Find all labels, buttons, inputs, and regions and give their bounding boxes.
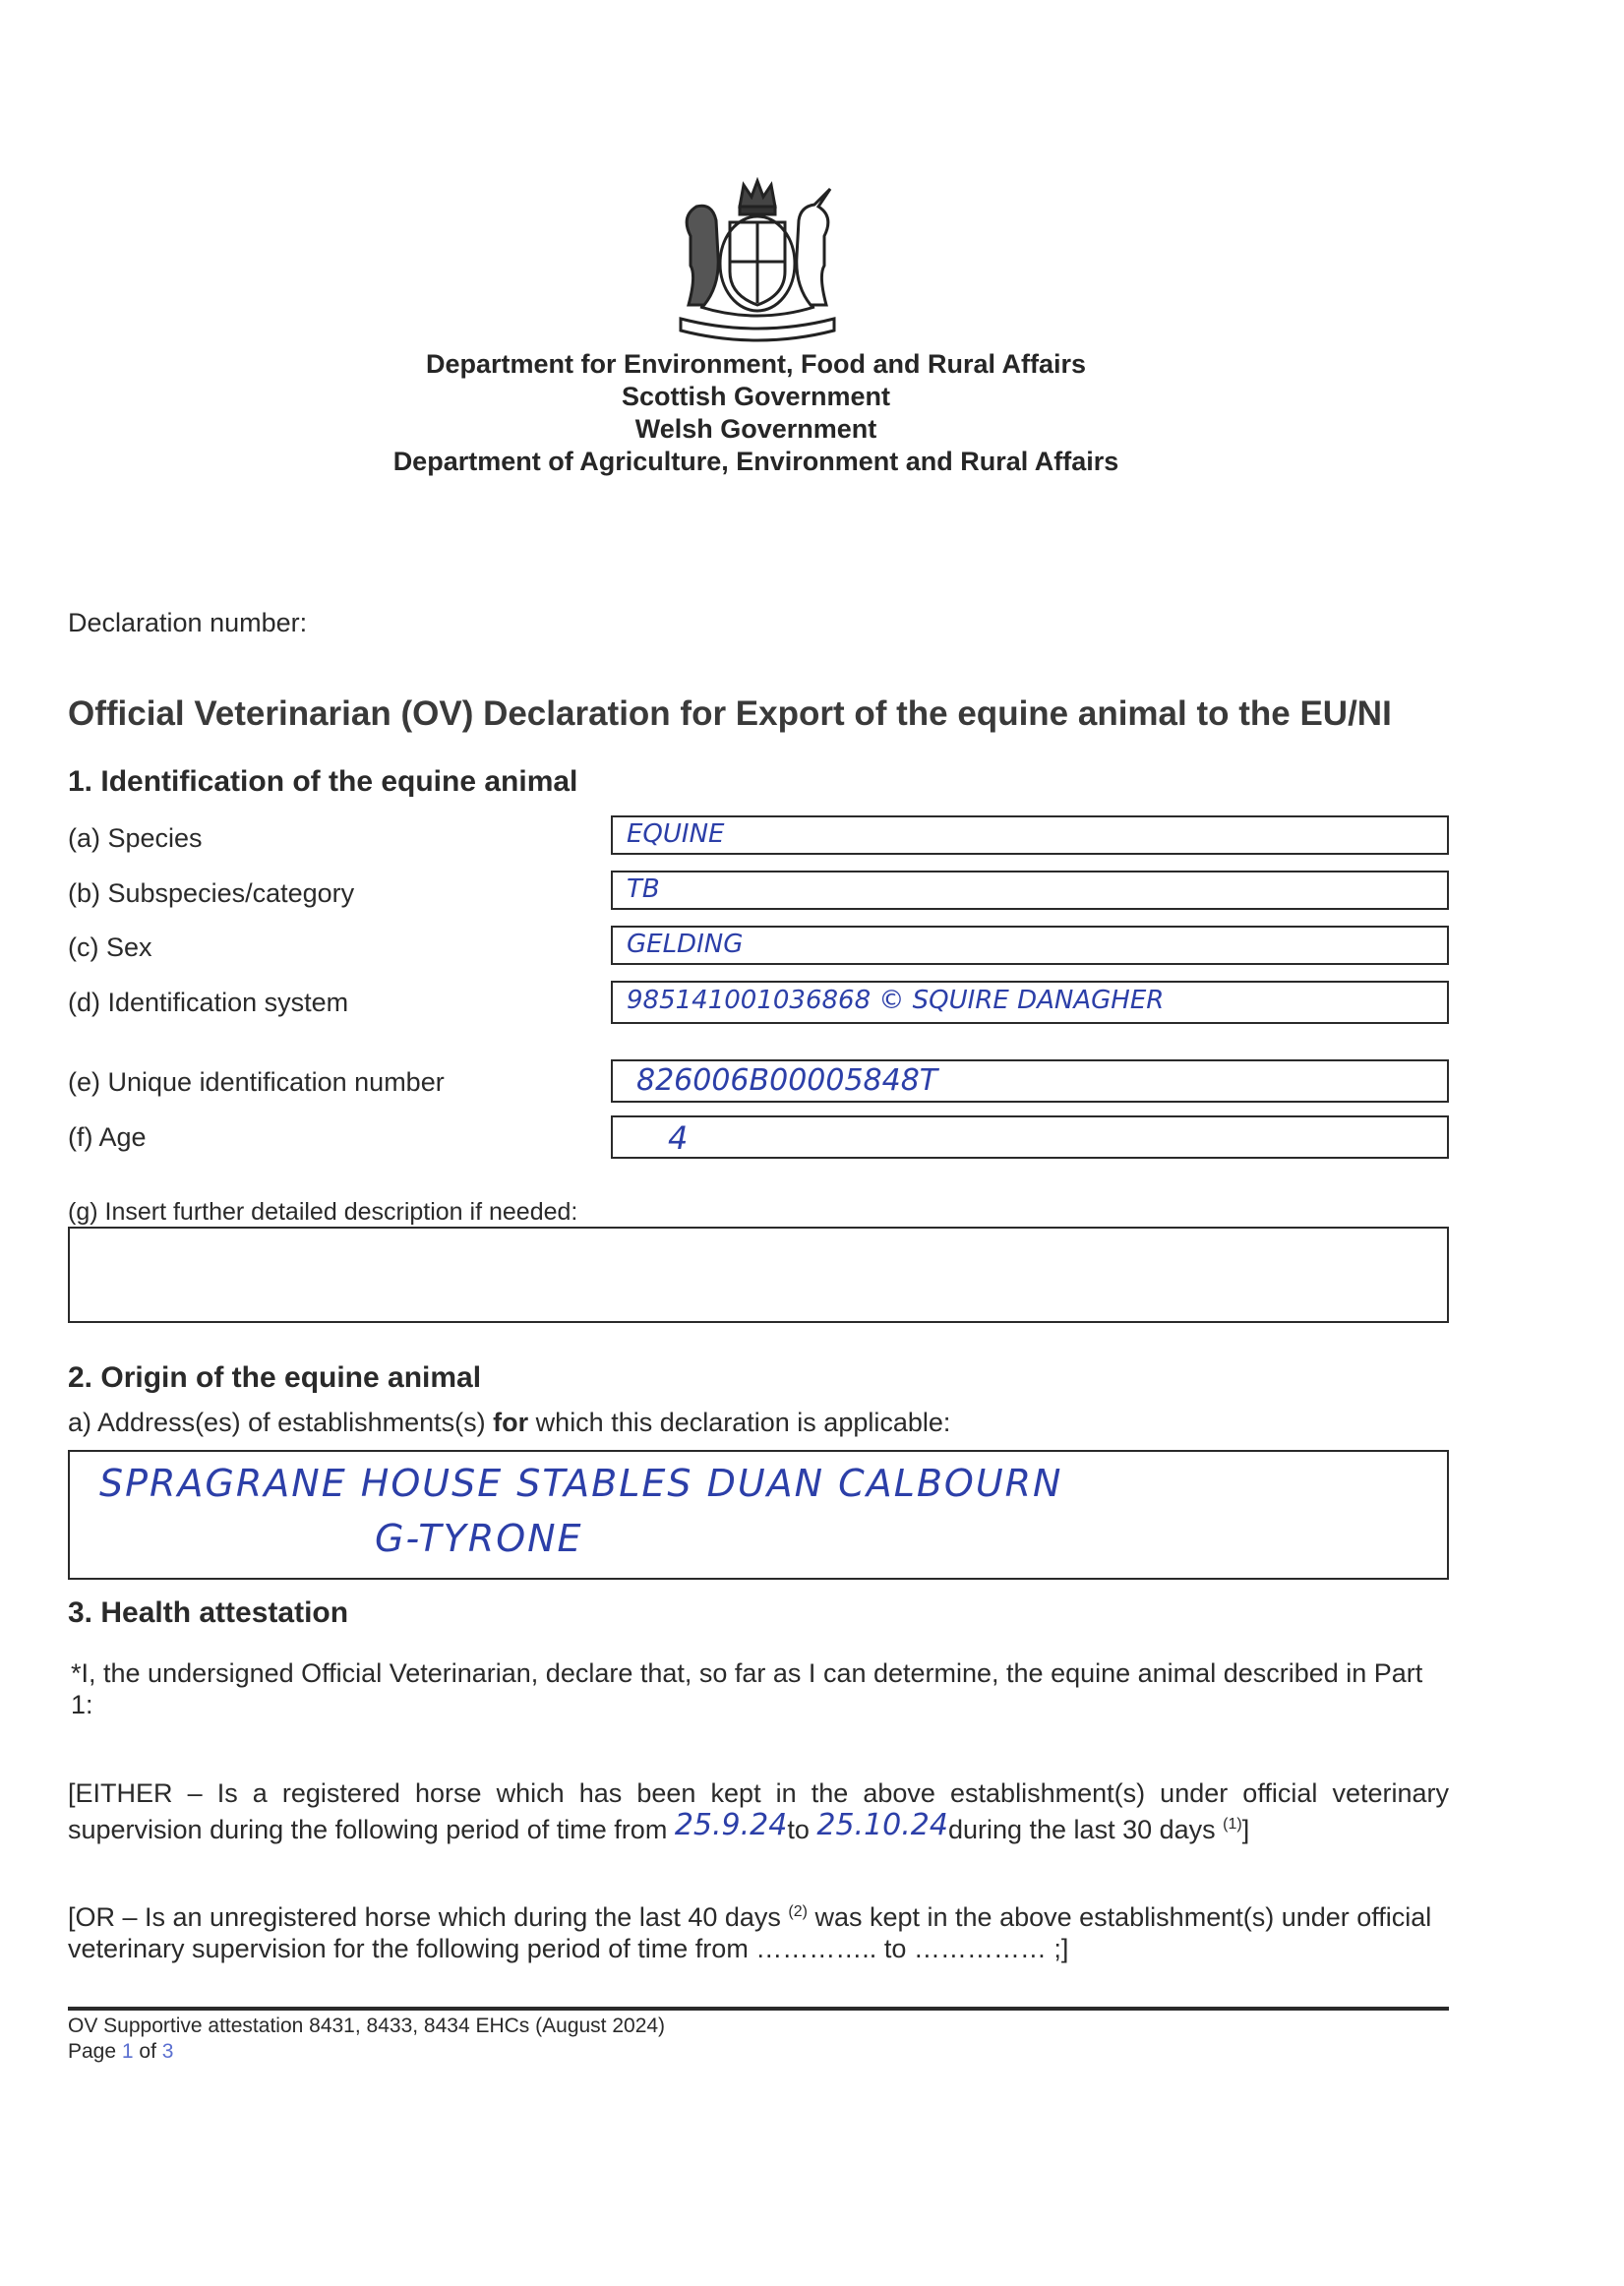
unique-id-field[interactable] xyxy=(611,1059,1449,1103)
or-line-1: [OR – Is an unregistered horse which during the last 40 days $^{(2)}$ was kept in the above establishment(s) under official xyxy=(68,1902,1432,1932)
further-description-field[interactable] xyxy=(68,1227,1449,1323)
department-name: Department for Environment, Food and Rural Affairs xyxy=(425,349,1087,379)
unique-id-label: (e) Unique identification number xyxy=(68,1067,445,1097)
either-to-date: 25.10.24 xyxy=(816,1808,948,1842)
either-line-2: supervision during the following period of time from 25.9.24to 25.10.24during the last 30 days $^{(1)}$] xyxy=(68,1808,1250,1844)
department-name: Department of Agriculture, Environment and Rural Affairs xyxy=(392,447,1119,476)
address-line-1: SPRAGRANE HOUSE STABLES DUAN CALBOURN xyxy=(99,1462,1063,1505)
footer-divider xyxy=(68,2007,1449,2011)
identification-system-field[interactable] xyxy=(611,981,1449,1024)
unique-id-value: 826006B00005848T xyxy=(636,1063,938,1098)
department-name: Scottish Government xyxy=(621,382,891,411)
declaration-number-label: Declaration number: xyxy=(68,608,308,637)
age-field[interactable] xyxy=(611,1115,1449,1159)
either-line-1: [EITHER – Is a registered horse which has been kept in the above establishment(s) under official veterinary xyxy=(68,1778,1449,1808)
subspecies-field[interactable] xyxy=(611,871,1449,910)
either-from-date: 25.9.24 xyxy=(674,1808,788,1842)
sex-field[interactable] xyxy=(611,926,1449,965)
document-title: Official Veterinarian (OV) Declaration for Export of the equine animal to the EU/NI xyxy=(68,694,1392,733)
royal-coat-of-arms-icon xyxy=(661,177,854,342)
sex-value: GELDING xyxy=(627,930,744,959)
address-line-2: G-TYRONE xyxy=(375,1517,583,1560)
department-names xyxy=(0,348,1512,478)
identification-system-label: (d) Identification system xyxy=(68,988,349,1017)
species-label: (a) Species xyxy=(68,823,203,853)
either-to-word: to xyxy=(787,1815,810,1844)
or-line-2: veterinary supervision for the following period of time from ………….. to …………… ;] xyxy=(68,1934,1069,1963)
or-clause xyxy=(68,1896,1449,1964)
establishment-address-field[interactable] xyxy=(68,1450,1449,1580)
department-name: Welsh Government xyxy=(634,414,877,444)
age-value: 4 xyxy=(668,1119,689,1157)
identification-system-value: 985141001036868 © SQUIRE DANAGHER xyxy=(627,986,1165,1015)
page-number: Page 1 of 3 xyxy=(68,2040,174,2063)
sex-label: (c) Sex xyxy=(68,932,152,962)
section-2-heading: 2. Origin of the equine animal xyxy=(68,1361,482,1394)
section-3-heading: 3. Health attestation xyxy=(68,1596,349,1629)
species-field[interactable] xyxy=(611,815,1449,855)
subspecies-value: TB xyxy=(627,874,660,904)
age-label: (f) Age xyxy=(68,1122,147,1152)
further-description-label: (g) Insert further detailed description if needed: xyxy=(68,1198,578,1226)
establishment-address-label: a) Address(es) of establishments(s) for which this declaration is applicable: xyxy=(68,1408,951,1437)
species-value: EQUINE xyxy=(627,819,725,849)
footer-reference: OV Supportive attestation 8431, 8433, 8434 EHCs (August 2024) xyxy=(68,2015,666,2037)
either-clause xyxy=(68,1777,1449,1845)
health-attestation-intro: *I, the undersigned Official Veterinarian, declare that, so far as I can determine, the equine animal described in Part 1: xyxy=(71,1658,1423,1719)
subspecies-label: (b) Subspecies/category xyxy=(68,878,355,908)
section-1-heading: 1. Identification of the equine animal xyxy=(68,765,578,798)
